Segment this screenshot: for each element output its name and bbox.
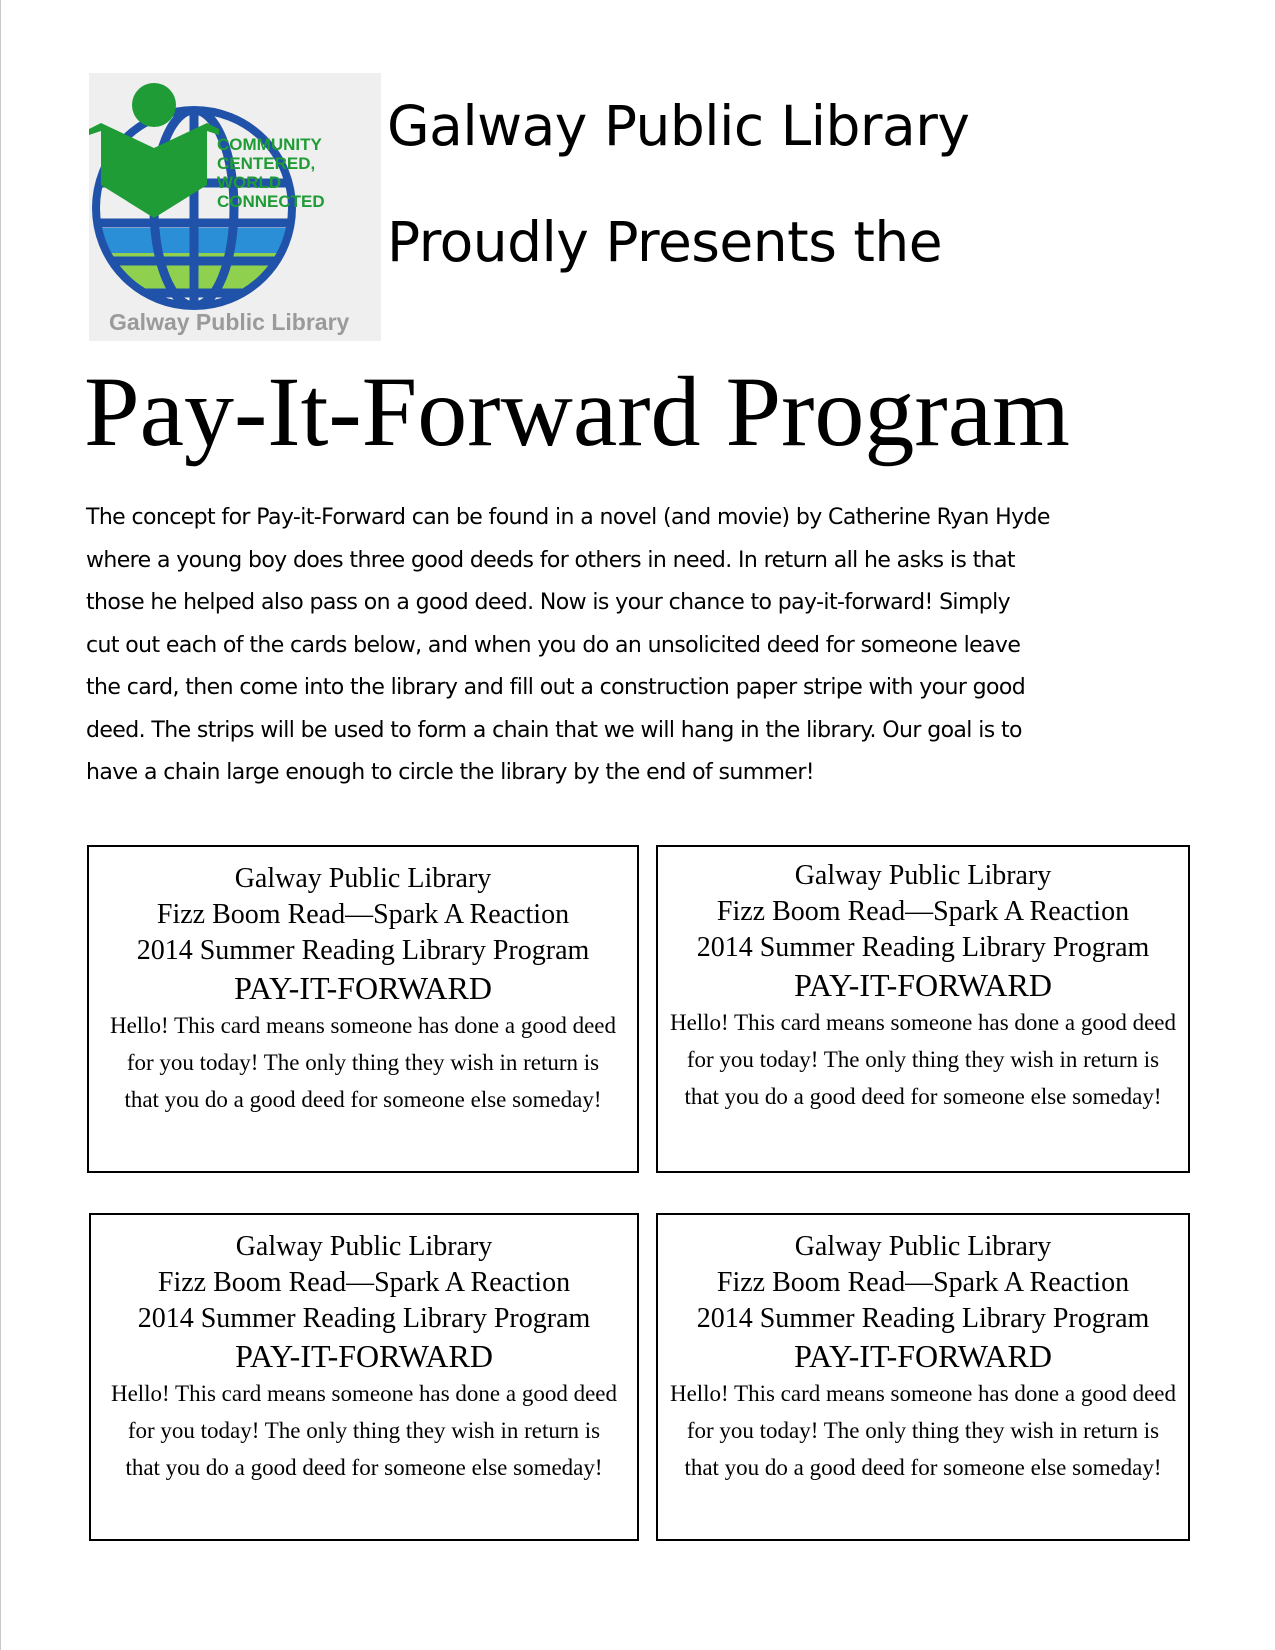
header-line-1: Galway Public Library: [387, 94, 970, 158]
library-logo: [89, 73, 381, 341]
intro-line: where a young boy does three good deeds for others in need. In return all he asks is that: [86, 547, 1015, 573]
intro-line: the card, then come into the library and fill out a construction paper stripe with your good: [86, 675, 1026, 700]
intro-line: deed. The strips will be used to form a chain that we will hang in the library. Our goal is to: [86, 717, 1022, 743]
card-library: Galway Public Library: [794, 1231, 1052, 1262]
card-library: Galway Public Library: [234, 863, 492, 894]
card-program: 2014 Summer Reading Library Program: [696, 1303, 1150, 1334]
card-message: Hello! This card means someone has done a good deed for you today! The only thing they wish in return is that you do a good deed for someone else someday!: [669, 1010, 1177, 1109]
card-bottom-left: [89, 1213, 639, 1541]
card-heading: PAY-IT-FORWARD: [794, 967, 1052, 1003]
logo-tagline: [217, 135, 377, 211]
card-heading: PAY-IT-FORWARD: [235, 1338, 493, 1374]
card-top-left: [87, 845, 639, 1173]
card-theme: Fizz Boom Read—Spark A Reaction: [157, 1267, 571, 1298]
intro-line: have a chain large enough to circle the library by the end of summer!: [86, 760, 814, 785]
logo-tagline-line: WORLD: [217, 173, 282, 192]
card-library: Galway Public Library: [794, 860, 1052, 891]
card-program: 2014 Summer Reading Library Program: [136, 935, 590, 966]
card-theme: Fizz Boom Read—Spark A Reaction: [716, 896, 1130, 927]
card-program: 2014 Summer Reading Library Program: [696, 932, 1150, 963]
card-heading: PAY-IT-FORWARD: [794, 1338, 1052, 1374]
intro-line: The concept for Pay-it-Forward can be found in a novel (and movie) by Catherine Ryan Hyde: [86, 505, 1050, 530]
card-message: Hello! This card means someone has done a good deed for you today! The only thing they wish in return is that you do a good deed for someone else someday!: [110, 1381, 618, 1480]
logo-tagline-line: CENTERED,: [217, 154, 316, 173]
card-theme: Fizz Boom Read—Spark A Reaction: [716, 1267, 1130, 1298]
card-message: Hello! This card means someone has done a good deed for you today! The only thing they wish in return is that you do a good deed for someone else someday!: [669, 1381, 1177, 1480]
page-edge: [0, 0, 1, 1650]
card-program: 2014 Summer Reading Library Program: [137, 1303, 591, 1334]
header-line-2: Proudly Presents the: [387, 210, 943, 274]
logo-library-name: Galway Public Library: [109, 309, 350, 335]
card-theme: Fizz Boom Read—Spark A Reaction: [156, 899, 570, 930]
logo-tagline-line: COMMUNITY: [217, 135, 322, 154]
card-bottom-right: [656, 1213, 1190, 1541]
card-library: Galway Public Library: [235, 1231, 493, 1262]
intro-line: those he helped also pass on a good deed. Now is your chance to pay-it-forward! Simply: [86, 590, 1011, 615]
card-heading: PAY-IT-FORWARD: [234, 970, 492, 1006]
intro-paragraph: [86, 497, 1206, 795]
card-message: Hello! This card means someone has done a good deed for you today! The only thing they wish in return is that you do a good deed for someone else someday!: [109, 1013, 617, 1112]
page-title: Pay-It-Forward Program: [84, 356, 1070, 467]
logo-tagline-line: CONNECTED: [217, 192, 325, 211]
card-top-right: [656, 845, 1190, 1173]
intro-line: cut out each of the cards below, and when you do an unsolicited deed for someone leave: [86, 632, 1021, 658]
